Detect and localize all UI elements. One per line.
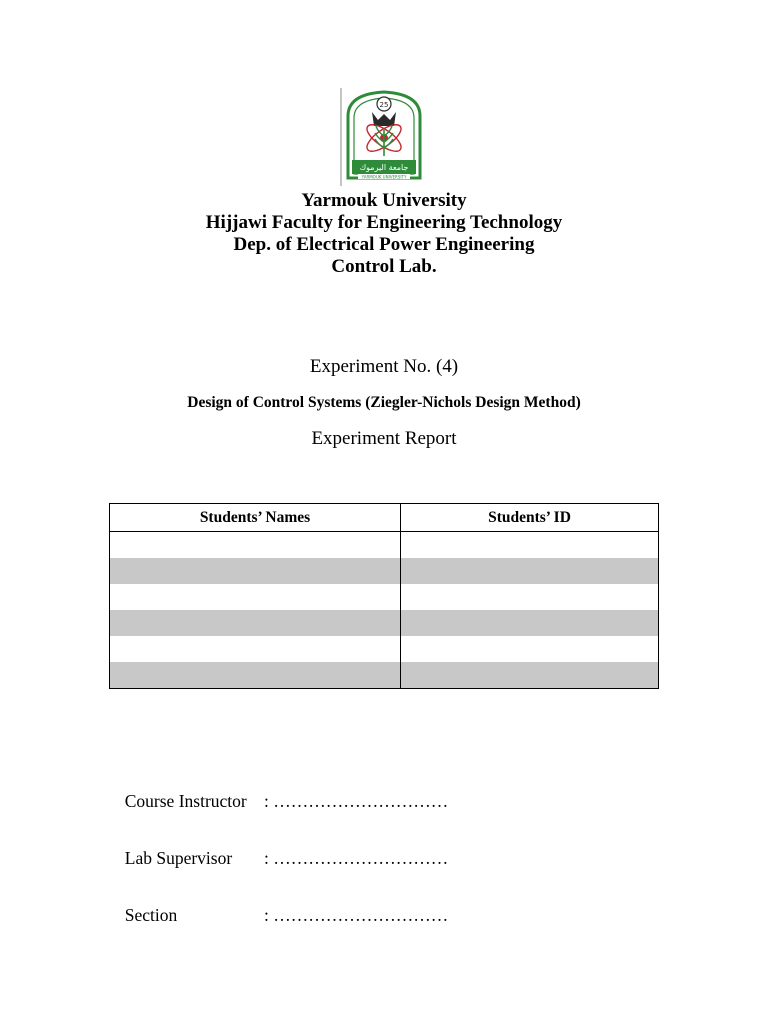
students-table <box>109 503 659 689</box>
table-row <box>110 558 659 584</box>
svg-text:YARMOUK UNIVERSITY: YARMOUK UNIVERSITY <box>361 174 407 180</box>
course-instructor-value[interactable]: : ………………………… <box>264 791 449 811</box>
table-row <box>110 636 659 662</box>
student-name-cell[interactable] <box>110 558 401 584</box>
section-label: Section <box>124 905 178 925</box>
student-name-cell[interactable] <box>110 532 401 559</box>
student-id-cell[interactable] <box>401 558 659 584</box>
student-name-cell[interactable] <box>110 584 401 610</box>
student-id-cell[interactable] <box>401 662 659 689</box>
table-row <box>110 584 659 610</box>
experiment-report-heading: Experiment Report <box>311 428 457 449</box>
student-name-cell[interactable] <box>110 610 401 636</box>
student-id-cell[interactable] <box>401 584 659 610</box>
svg-text:جامعة اليرموك: جامعة اليرموك <box>359 163 409 172</box>
section-field <box>116 884 449 926</box>
lab-supervisor-field <box>116 827 449 869</box>
experiment-number: Experiment No. (4) <box>309 356 459 377</box>
table-row <box>110 662 659 689</box>
university-logo <box>338 86 430 188</box>
department-name: Dep. of Electrical Power Engineering <box>233 234 535 255</box>
yarmouk-emblem-icon <box>338 86 430 188</box>
institution-header <box>0 190 768 278</box>
student-name-cell[interactable] <box>110 636 401 662</box>
student-id-cell[interactable] <box>401 610 659 636</box>
university-name: Yarmouk University <box>301 190 467 211</box>
lab-name: Control Lab. <box>331 256 437 277</box>
svg-text:25: 25 <box>379 101 389 109</box>
student-id-cell[interactable] <box>401 532 659 559</box>
column-header-names: Students’ Names <box>110 504 401 532</box>
table-row <box>110 532 659 559</box>
experiment-title: Design of Control Systems (Ziegler-Nichols Design Method) <box>187 394 581 411</box>
course-instructor-label: Course Instructor <box>124 791 247 811</box>
student-id-cell[interactable] <box>401 636 659 662</box>
student-name-cell[interactable] <box>110 662 401 689</box>
section-value[interactable]: : ………………………… <box>264 905 449 925</box>
faculty-name: Hijjawi Faculty for Engineering Technology <box>205 212 563 233</box>
table-header-row <box>110 504 659 532</box>
course-instructor-field <box>116 770 449 812</box>
table-row <box>110 610 659 636</box>
lab-supervisor-value[interactable]: : ………………………… <box>264 848 449 868</box>
lab-supervisor-label: Lab Supervisor <box>124 848 233 868</box>
column-header-id: Students’ ID <box>401 504 659 532</box>
